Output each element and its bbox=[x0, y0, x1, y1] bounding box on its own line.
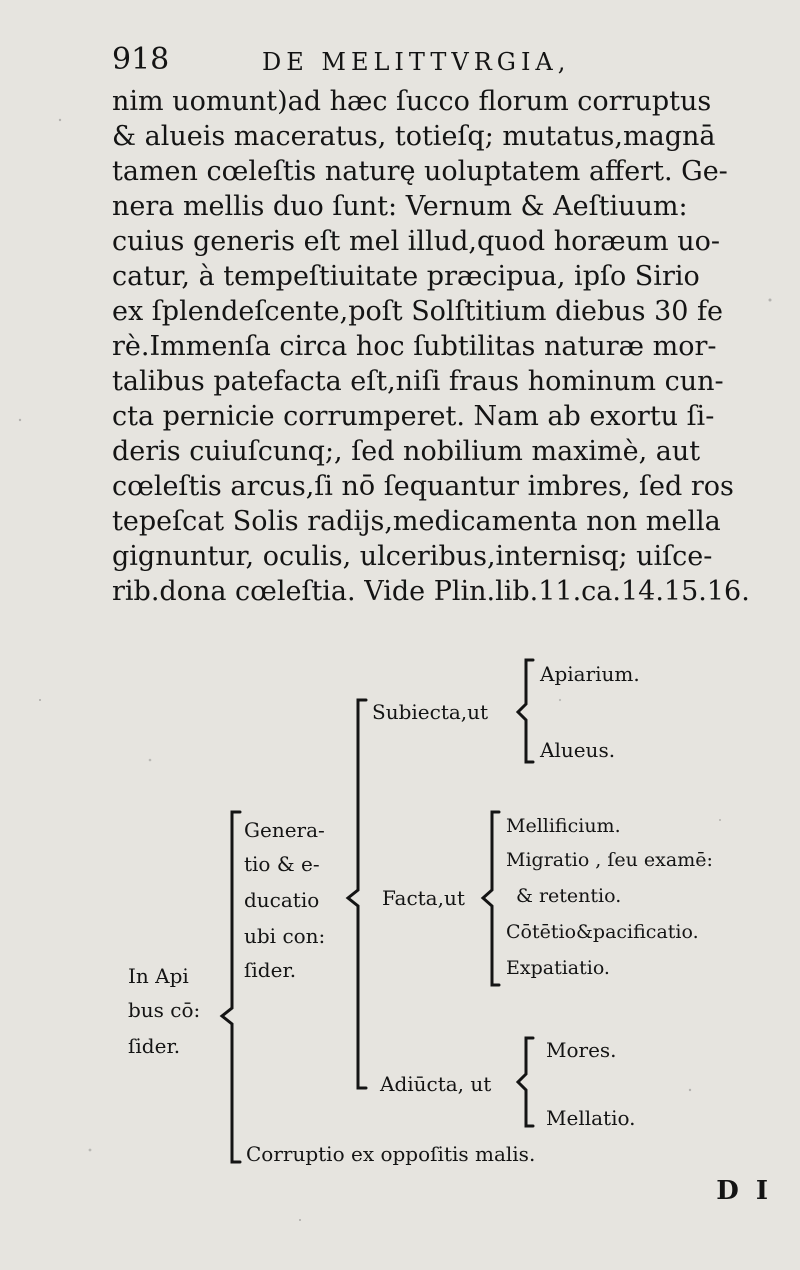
running-head: DE MELITTVRGIA, bbox=[262, 48, 571, 76]
mores-label: Mores. bbox=[546, 1038, 617, 1062]
corruptio-label: Corruptio ex oppoſitis malis. bbox=[246, 1142, 536, 1166]
contentio-label: Cōtētio&pacificatio. bbox=[506, 921, 699, 943]
text-line: gignuntur, oculis, ulceribus,internisq; uiſce- bbox=[112, 541, 713, 572]
text-line: talibus patefacta eſt,niſi fraus hominum cun- bbox=[112, 366, 724, 397]
retentio-label: & retentio. bbox=[516, 885, 622, 907]
root-label-line: In Api bbox=[128, 964, 189, 988]
text-line: deris cuiuſcunq;, ſed nobilium maximè, aut bbox=[112, 436, 701, 467]
mellatio-label: Mellatio. bbox=[546, 1106, 636, 1130]
text-line: ex ſplendeſcente,poſt Solſtitium diebus 30 fe bbox=[112, 296, 724, 327]
generatio-label-line: Genera- bbox=[244, 818, 325, 842]
generatio-label-line: tio & e- bbox=[244, 852, 320, 876]
signature-mark: D I bbox=[716, 1176, 772, 1206]
adiuncta-brace bbox=[518, 1038, 533, 1126]
adiuncta-label: Adiūcta, ut bbox=[380, 1072, 492, 1096]
text-line: cœleſtis arcus,ſi nō ſequantur imbres, ſed ros bbox=[112, 471, 734, 502]
text-line: rè.Immenſa circa hoc ſubtilitas naturæ mor- bbox=[112, 331, 717, 362]
root-label-line: ſider. bbox=[128, 1034, 181, 1058]
text-line: cta pernicie corrumperet. Nam ab exortu ſi- bbox=[112, 401, 715, 432]
generatio-label-line: ubi con: bbox=[244, 924, 326, 948]
text-line: rib.dona cœleſtia. Vide Plin.lib.11.ca.14.15.16. bbox=[112, 576, 750, 607]
apiarium-label: Apiarium. bbox=[540, 662, 640, 686]
generatio-label-line: ſider. bbox=[244, 958, 297, 982]
generatio-brace bbox=[348, 700, 366, 1088]
root-brace bbox=[222, 812, 240, 1162]
page-number: 918 bbox=[112, 42, 170, 77]
subiecta-brace bbox=[518, 660, 533, 762]
root-label-line: bus cō: bbox=[128, 998, 201, 1022]
facta-label: Facta,ut bbox=[382, 886, 465, 910]
migratio-label: Migratio , ſeu examē: bbox=[506, 849, 713, 871]
subiecta-label: Subiecta,ut bbox=[372, 700, 489, 724]
text-line: tamen cœleſtis naturę uoluptatem affert. Ge- bbox=[112, 156, 728, 187]
expatiatio-label: Expatiatio. bbox=[506, 957, 610, 979]
text-line: nim uomunt)ad hæc ſucco florum corruptus bbox=[112, 86, 712, 117]
text-line: & alueis maceratus, totieſq; mutatus,magnā bbox=[112, 121, 716, 152]
facta-brace bbox=[483, 812, 499, 985]
alueus-label: Alueus. bbox=[540, 738, 616, 762]
generatio-label-line: ducatio bbox=[244, 888, 320, 912]
text-line: tepeſcat Solis radijs,medicamenta non mella bbox=[112, 506, 721, 537]
text-line: nera mellis duo ſunt: Vernum & Aeſtiuum: bbox=[112, 191, 688, 222]
text-line: cuius generis eſt mel illud,quod horæum uo- bbox=[112, 226, 721, 257]
mellificium-label: Mellificium. bbox=[506, 815, 621, 837]
text-line: catur, à tempeſtiuitate præcipua, ipſo Sirio bbox=[112, 261, 700, 292]
